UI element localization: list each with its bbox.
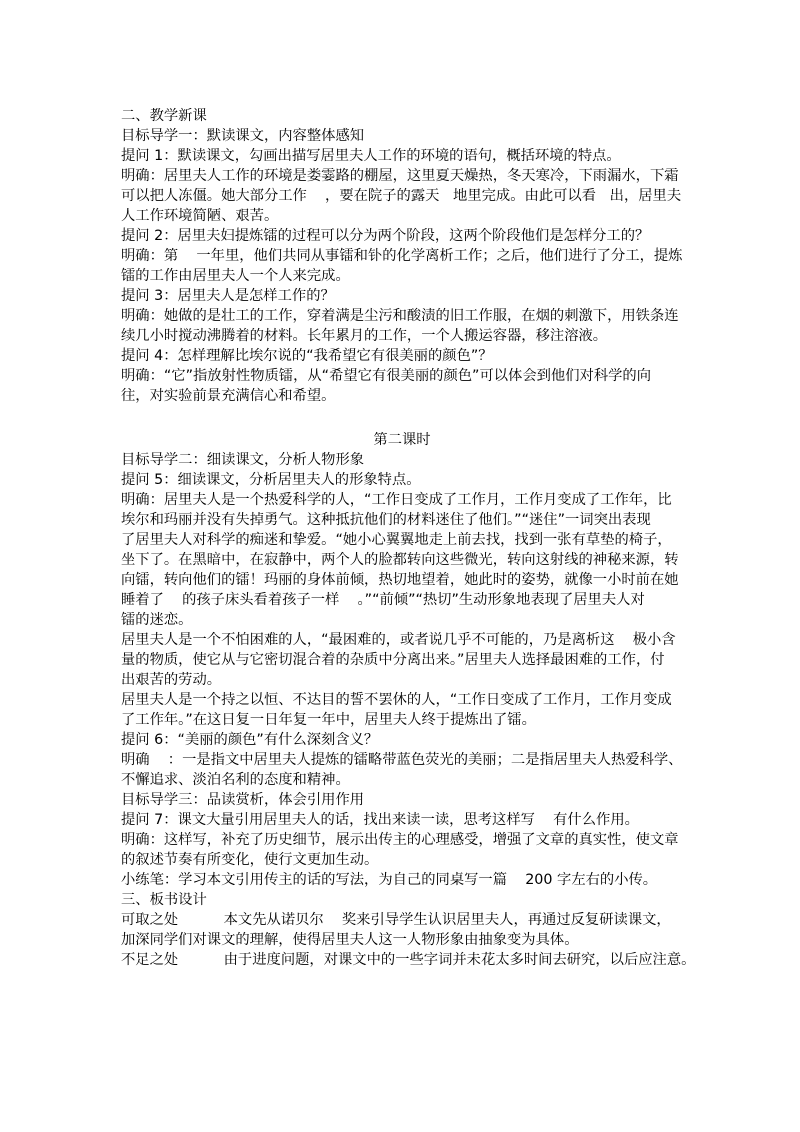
text-line: 明确：居里夫人是一个热爱科学的人，“工作日变成了工作月，工作月变成了工作年，比 bbox=[121, 492, 672, 508]
lesson2-paragraphs bbox=[121, 450, 683, 890]
text-line: 明确：“它”指放射性物质镭，从“希望它有很美丽的颜色”可以体会到他们对科学的向 bbox=[121, 368, 652, 384]
section-heading: 三、板书设计 bbox=[121, 892, 207, 908]
text-line: 提问 6：“美丽的颜色”有什么深刻含义？ bbox=[121, 732, 379, 748]
text-line: 的叙述节奏有所变化，使行文更加生动。 bbox=[121, 852, 379, 868]
section-heading: 二、教学新课 bbox=[121, 108, 207, 124]
text-line: 目标导学一：默读课文，内容整体感知 bbox=[121, 128, 365, 144]
text-line: 出艰苦的劳动。 bbox=[121, 672, 222, 688]
section3-paragraphs bbox=[121, 910, 696, 970]
text-line: 镭的工作由居里夫人一个人来完成。 bbox=[121, 268, 350, 284]
text-line: 明确：居里夫人工作的环境是娄霎路的棚屋，这里夏天燥热，冬天寒冷，下雨漏水，下霜 bbox=[121, 168, 679, 184]
text-line: 提问 4：怎样理解比埃尔说的“我希望它有很美丽的颜色”？ bbox=[121, 348, 493, 364]
text-line: 提问 5：细读课文，分析居里夫人的形象特点。 bbox=[121, 472, 421, 488]
text-line: 往，对实验前景充满信心和希望。 bbox=[121, 388, 336, 404]
text-line: 目标导学三：品读赏析，体会引用作用 bbox=[121, 792, 365, 808]
text-line: 可取之处 本文先从诺贝尔 奖来引导学生认识居里夫人，再通过反复研读课文， bbox=[121, 912, 671, 928]
text-line: 明确：她做的是壮工的工作，穿着满是尘污和酸渍的旧工作服，在烟的刺激下，用铁条连 bbox=[121, 308, 679, 324]
text-line: 目标导学二：细读课文，分析人物形象 bbox=[121, 452, 365, 468]
section-spacer bbox=[121, 406, 683, 430]
text-line: 居里夫人是一个持之以恒、不达目的誓不罢休的人，“工作日变成了工作月，工作月变成 bbox=[121, 692, 672, 708]
text-line: 小练笔：学习本文引用传主的话的写法，为自己的同桌写一篇 200 字左右的小传。 bbox=[121, 872, 658, 888]
text-line: 不足之处 由于进度问题，对课文中的一些字词并未花太多时间去研究，以后应注意。 bbox=[121, 952, 696, 968]
text-line: 明确：这样写，补充了历史细节，展示出传主的心理感受，增强了文章的真实性，使文章 bbox=[121, 832, 679, 848]
text-line: 续几小时搅动沸腾着的材料。长年累月的工作，一个人搬运容器，移注溶液。 bbox=[121, 328, 608, 344]
text-line: 提问 3：居里夫人是怎样工作的？ bbox=[121, 288, 335, 304]
text-line: 可以把人冻僵。她大部分工作 ，要在院子的露天 地里完成。由此可以看 出，居里夫 bbox=[121, 188, 682, 204]
text-line: 量的物质，使它从与它密切混合着的杂质中分离出来。”居里夫人选择最困难的工作，付 bbox=[121, 652, 665, 668]
text-line: 加深同学们对课文的理解，使得居里夫人这一人物形象由抽象变为具体。 bbox=[121, 932, 579, 948]
lesson-title: 第二课时 bbox=[373, 432, 431, 448]
text-line: 了居里夫人对科学的痴迷和挚爱。“她小心翼翼地走上前去找，找到一张有草垫的椅子， bbox=[121, 532, 672, 548]
text-line: 睡着了 的孩子床头看着孩子一样 。”“前倾”“热切”生动形象地表现了居里夫人对 bbox=[121, 592, 645, 608]
text-line: 明确：第 一年里，他们共同从事镭和钋的化学离析工作；之后，他们进行了分工，提炼 bbox=[121, 248, 683, 264]
text-line: 提问 7：课文大量引用居里夫人的话，找出来读一读，思考这样写 有什么作用。 bbox=[121, 812, 639, 828]
text-line: 居里夫人是一个不怕困难的人，“最困难的，或者说几乎不可能的，乃是离析这 极小含 bbox=[121, 632, 676, 648]
text-line: 提问 1：默读课文，勾画出描写居里夫人工作的环境的语句，概括环境的特点。 bbox=[121, 148, 621, 164]
section1-paragraphs bbox=[121, 126, 683, 406]
document-body bbox=[121, 106, 696, 970]
text-line: 不懈追求、淡泊名利的态度和精神。 bbox=[121, 772, 350, 788]
text-line: 镭的迷恋。 bbox=[121, 612, 193, 628]
text-line: 向镭，转向他们的镭！玛丽的身体前倾，热切地望着，她此时的姿势，就像一小时前在她 bbox=[121, 572, 679, 588]
text-line: 明确 ：一是指文中居里夫人提炼的镭略带蓝色荧光的美丽；二是指居里夫人热爱科学、 bbox=[121, 752, 683, 768]
text-line: 了工作年。”在这日复一日年复一年中，居里夫人终于提炼出了镭。 bbox=[121, 712, 536, 728]
text-line: 埃尔和玛丽并没有失掉勇气。这种抵抗他们的材料迷住了他们。”“迷住”一词突出表现 bbox=[121, 512, 651, 528]
text-line: 坐下了。在黑暗中，在寂静中，两个人的脸都转向这些微光，转向这射线的神秘来源，转 bbox=[121, 552, 679, 568]
text-line: 提问 2：居里夫妇提炼镭的过程可以分为两个阶段，这两个阶段他们是怎样分工的？ bbox=[121, 228, 650, 244]
text-line: 人工作环境简陋、艰苦。 bbox=[121, 208, 279, 224]
